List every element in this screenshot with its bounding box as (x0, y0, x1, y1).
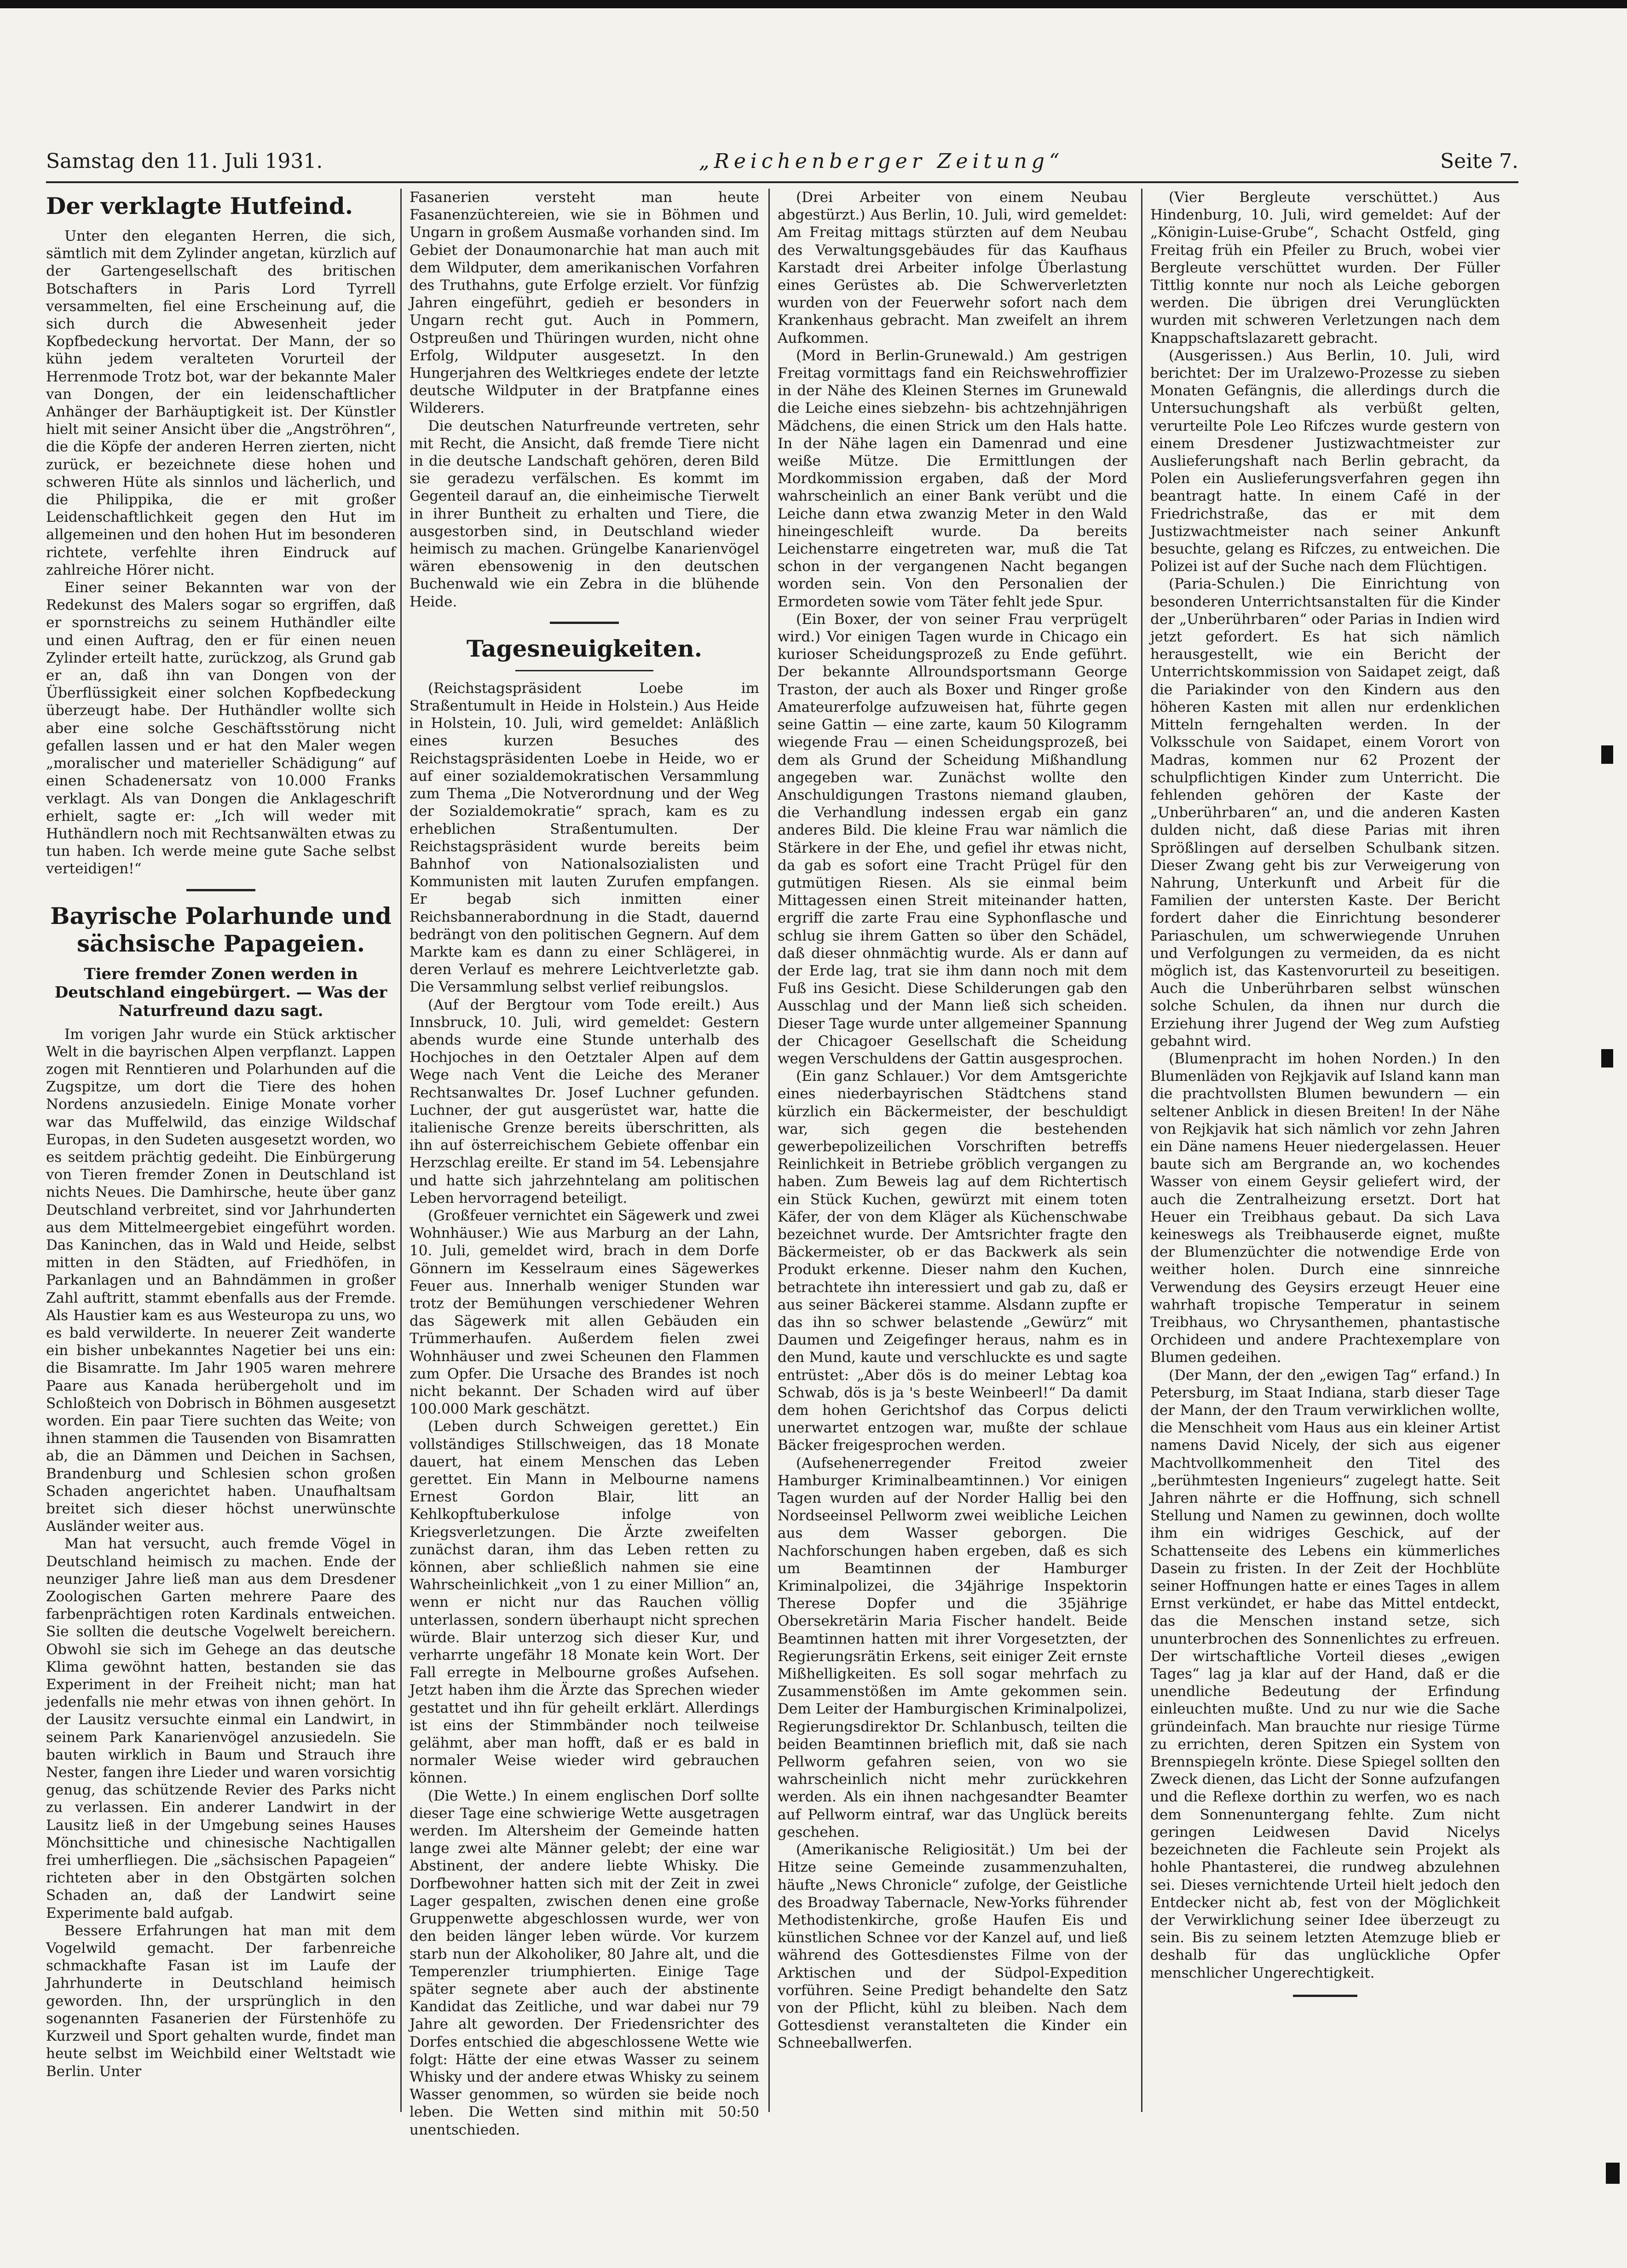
news-item: (Leben durch Schweigen gerettet.) Ein vollständiges Stillschweigen, das 18 Monate dauert, hat einem Menschen das Leben gerettet. Ein Mann in Melbourne namens Ernest Gordon Blair, litt an Kehlkopftuberkulose infolge von Kriegsverletzungen. Die Ärzte zweifelten zunächst daran, ihm das Leben retten zu können, aber schließlich nahmen sie eine Wahrscheinlichkeit „von 1 zu einer Million“ an, wenn er nicht nur das Rauchen völlig unterlassen, sondern überhaupt nicht sprechen würde. Blair unterzog sich dieser Kur, und verharrte ungefähr 18 Monate kein Wort. Der Fall erregte in Melbourne großes Aufsehen. Jetzt haben ihm die Ärzte das Sprechen wieder gestattet und ihn für geheilt erklärt. Allerdings ist eins der Stimmbänder noch teilweise gelähmt, aber man hofft, daß er es bald in normaler Weise wieder wird gebrauchen können. (410, 1418, 759, 1787)
article-title: Bayrische Polarhunde und sächsische Papageien. (50, 902, 392, 957)
news-item: (Aufsehenerregender Freitod zweier Hamburger Kriminalbeamtinnen.) Vor einigen Tagen wurden auf der Norder Hallig bei den Nordseeinsel Pellworm zwei weibliche Leichen aus dem Wasser geborgen. Die Nachforschungen haben ergeben, daß es sich um Beamtinnen der Hamburger Kriminalpolizei, die 34jährige Inspektorin Therese Dopfer und die 35jährige Obersekretärin Maria Fischer handelt. Beide Beamtinnen hatten mit ihrer Vorgesetzten, der Regierungsrätin Erkens, seit einiger Zeit ernste Mißhelligkeiten. Es soll sogar mehrfach zu Zusammenstößen im Amte gekommen sein. Dem Leiter der Hamburgischen Kriminalpolizei, Regierungsdirektor Dr. Schlanbusch, teilten die beiden Beamtinnen brieflich mit, daß sie nach Pellworm gefahren seien, von wo sie wahrscheinlich nicht mehr zurückkehren werden. Als ein ihnen nachgesandter Beamter auf Pellworm eintraf, war das Unglück bereits geschehen. (778, 1454, 1127, 1841)
header-newspaper-name: „Reichenberger Zeitung“ (698, 149, 1064, 173)
news-item: (Ein ganz Schlauer.) Vor dem Amtsgerichte eines niederbayrischen Städtchens stand kürzlich ein Bäckermeister, der beschuldigt war, sich gegen die bestehenden gewerbepolizeilichen Vorschriften betreffs Reinlichkeit in Betriebe gröblich vergangen zu haben. Zum Beweis lag auf dem Richtertisch ein Stück Kuchen, gewürzt mit einem toten Käfer, der von dem Kläger als Küchenschwabe bezeichnet wurde. Der Amtsrichter fragte den Bäckermeister, ob er das Backwerk als sein Produkt erkenne. Dieser nahm den Kuchen, betrachtete ihn interessiert und gab zu, daß er aus seiner Bäckerei stamme. Alsdann zupfte er das ihn so schwer belastende „Gewürz“ mit Daumen und Zeigefinger heraus, nahm es in den Mund, kaute und verschluckte es und sagte entrüstet: „Aber dös is do meiner Lebtag koa Schwab, dös is ja 's beste Weinbeerl!“ Da damit dem hohen Gerichtshof das Corpus delicti unerwartet entzogen war, mußte der schlaue Bäcker freigesprochen werden. (778, 1068, 1127, 1454)
news-item: (Drei Arbeiter von einem Neubau abgestürzt.) Aus Berlin, 10. Juli, wird gemeldet: Am Freitag mittags stürzten auf dem Neubau des Verwaltungsgebäudes für das Kaufhaus Karstadt drei Arbeiter infolge Überlastung eines Gerüstes ab. Die Schwerverletzten wurden von der Feuerwehr sofort nach dem Krankenhaus gebracht. Man zweifelt an ihrem Aufkommen. (778, 189, 1127, 346)
news-item: (Vier Bergleute verschüttet.) Aus Hindenburg, 10. Juli, wird gemeldet: Auf der „Königin-Luise-Grube“, Schacht Ostfeld, ging Freitag früh ein Pfeiler zu Bruch, wobei vier Bergleute verschüttet wurden. Der Füller Tittlig konnte nur noch als Leiche geborgen werden. Die übrigen drei Verunglückten wurden mit schweren Verletzungen nach dem Knappschaftslazarett gebracht. (1150, 189, 1500, 346)
divider (550, 622, 619, 624)
column-4 (1150, 189, 1500, 2112)
column-rule (400, 189, 402, 2112)
news-item: (Ein Boxer, der von seiner Frau verprügelt wird.) Vor einigen Tagen wurde in Chicago ein kurioser Scheidungsprozeß zu Ende geführt. Der bekannte Allroundsportsmann George Traston, der auch als Boxer und Ringer große Amateurerfolge aufzuweisen hat, führte gegen seine Gattin — eine zarte, kaum 50 Kilogramm wiegende Frau — einen Scheidungsprozeß, bei dem als Grund der Scheidung Mißhandlung angegeben war. Zunächst wollte den Anschuldigungen Trastons niemand glauben, die Verhandlung indessen ergab ein ganz anderes Bild. Die kleine Frau war nämlich die Stärkere in der Ehe, und gefiel ihr etwas nicht, da gab es sofort eine Tracht Prügel für den gutmütigen Riesen. Als sie einmal beim Mittagessen einen Streit miteinander hatten, ergriff die zarte Frau eine Syphonflasche und schlug sie ihrem Gatten so über den Schädel, daß dieser ohnmächtig wurde. Als er dann auf der Erde lag, trat sie ihm dann noch mit dem Fuß ins Gesicht. Diese Schilderungen gab den Ausschlag und der Mann ließ sich scheiden. Dieser Tage wurde unter allgemeiner Spannung der Chicagoer Gesellschaft die Scheidung wegen Verschuldens der Gattin ausgesprochen. (778, 611, 1127, 1067)
news-item: (Amerikanische Religiosität.) Um bei der Hitze seine Gemeinde zusammenzuhalten, häufte „News Chronicle“ zufolge, der Geistliche des Broadway Tabernacle, New-Yorks führender Methodistenkirche, große Haufen Eis und künstlichen Schnee vor der Kanzel auf, und ließ während des Gottesdienstes Filme von der Arktischen und der Südpol-Expedition vorführen. Seine Predigt behandelte den Satz von der Pflicht, kühl zu bleiben. Nach dem Gottesdienst veranstalteten die Kinder ein Schneeballwerfen. (778, 1841, 1127, 2052)
paragraph: Im vorigen Jahr wurde ein Stück arktischer Welt in die bayrischen Alpen verpflanzt. Lappen zogen mit Renntieren und Polarhunden auf die Zugspitze, um dort die Tiere des hohen Nordens anzusiedeln. Einige Monate vorher war das Muffelwild, das einzige Wildschaf Europas, in den Sudeten ausgesetzt worden, wo es seitdem prächtig gedeiht. Die Einbürgerung von Tieren fremder Zonen in Deutschland ist nichts Neues. Die Damhirsche, heute über ganz Deutschland verbreitet, sind vor Jahrhunderten aus dem Mittelmeergebiet eingeführt worden. Das Kaninchen, das in Wald und Heide, selbst mitten in den Städten, auf Friedhöfen, in Parkanlagen und an Bahndämmen in großer Zahl auftritt, stammt ebenfalls aus der Fremde. Als Haustier kam es aus Westeuropa zu uns, wo es bald verwilderte. In neuerer Zeit wanderte ein bisher unbekanntes Nagetier bei uns ein: die Bisamratte. Im Jahr 1905 waren mehrere Paare aus Kanada herübergeholt und im Schloßteich von Dobrisch in Böhmen ausgesetzt worden. Ein paar Tiere suchten das Weite; von ihnen stammen die Tausenden von Bisamratten ab, die an Dämmen und Deichen in Sachsen, Brandenburg und Schlesien schon großen Schaden angerichtet haben. Unaufhaltsam breitet sich dieser höchst unerwünschte Ausländer weiter aus. (46, 1026, 396, 1535)
article-title: Der verklagte Hutfeind. (46, 192, 353, 219)
header-page-number: Seite 7. (1440, 149, 1518, 173)
article-subtitle: Tiere fremder Zonen werden in Deutschland eingebürgert. — Was der Naturfreund dazu sagt. (54, 964, 387, 1020)
divider (186, 889, 255, 891)
column-3 (778, 189, 1127, 2112)
scan-mark (1601, 745, 1613, 764)
news-item: (Auf der Bergtour vom Tode ereilt.) Aus Innsbruck, 10. Juli, wird gemeldet: Gestern abends wurde eine Stunde unterhalb des Hochjoches in den Oetztaler Alpen auf dem Wege nach Vent die Leiche des Meraner Rechtsanwaltes Dr. Josef Luchner gefunden. Luchner, der gut ausgerüstet war, hatte die italienische Grenze bereits überschritten, als ihn auf österreichischem Gebiete offenbar ein Herzschlag ereilte. Er stand im 54. Lebensjahre und hatte sich jahrzehntelang am politischen Leben hervorragend beteiligt. (410, 996, 759, 1206)
paragraph: Fasanerien versteht man heute Fasanenzüchtereien, wie sie in Böhmen und Ungarn in großem Ausmaße vorhanden sind. Im Gebiet der Donaumonarchie hat man auch mit dem Wildputer, dem amerikanischen Vorfahren des Truthahns, gute Erfolge erzielt. Vor fünfzig Jahren eingeführt, gedieh er besonders in Ungarn recht gut. Auch in Pommern, Ostpreußen und Thüringen wurden, nicht ohne Erfolg, Wildputer ausgesetzt. In den Hungerjahren des Weltkrieges endete der letzte deutsche Wildputer in der Bratpfanne eines Wilderers. (410, 189, 759, 417)
paragraph: Die deutschen Naturfreunde vertreten, sehr mit Recht, die Ansicht, daß fremde Tiere nicht in die deutsche Landschaft gehören, deren Bild sie geradezu verfälschen. Es kommt im Gegenteil darauf an, die einheimische Tierwelt in ihrer Buntheit zu erhalten und Tiere, die ausgestorben sind, in Deutschland wieder heimisch zu machen. Grüngelbe Kanarienvögel wären ebensowenig in den deutschen Buchenwald wie ein Zebra in die blühende Heide. (410, 417, 759, 610)
scan-edge (0, 0, 1627, 8)
news-item: (Ausgerissen.) Aus Berlin, 10. Juli, wird berichtet: Der im Uralzewo-Prozesse zu sieben Monaten Gefängnis, die allerdings durch die Untersuchungshaft als verbüßt gelten, verurteilte Pole Leo Rifczes wurde gestern von einem Dresdener Justizwachtmeister zur Auslieferungshaft nach Berlin gebracht, da Polen ein Auslieferungsverfahren gegen ihn beantragt hatte. In einem Café in der Friedrichstraße, das er mit dem Justizwachtmeister nach seiner Ankunft besuchte, gelang es Rifczes, zu entweichen. Die Polizei ist auf der Suche nach dem Flüchtigen. (1150, 347, 1500, 575)
scan-mark (1601, 1049, 1613, 1068)
news-item: (Blumenpracht im hohen Norden.) In den Blumenläden von Rejkjavik auf Island kann man die prachtvollsten Blumen bewundern — ein seltener Anblick in diesen Breiten! In der Nähe von Rejkjavik hat sich nämlich vor zehn Jahren ein Däne namens Heuer niedergelassen. Heuer baute sich am Bergrande an, wo kochendes Wasser von einem Geysir geliefert wird, der auch die Zentralheizung ersetzt. Dort hat Heuer ein Treibhaus gebaut. Da sich Lava keineswegs als Treibhauserde eignet, mußte der Blumenzüchter die notwendige Erde von weither holen. Durch eine sinnreiche Verwendung des Geysirs erzeugt Heuer eine wahrhaft tropische Temperatur in seinem Treibhaus, wo Chrysanthemen, phantastische Orchideen und andere Prachtexemplare von Blumen gedeihen. (1150, 1050, 1500, 1366)
paragraph: Man hat versucht, auch fremde Vögel in Deutschland heimisch zu machen. Ende der neunziger Jahre ließ man aus dem Dresdener Zoologischen Garten mehrere Paare des farbenprächtigen roten Kardinals entweichen. Sie sollten die deutsche Vogelwelt bereichern. Obwohl sie sich im Gehege an das deutsche Klima gewöhnt hatten, bestanden sie das Experiment in der Freiheit nicht; man hat jedenfalls nie mehr etwas von ihnen gehört. In der Lausitz versuchte einmal ein Landwirt, in seinem Park Kanarienvögel anzusiedeln. Sie bauten wirklich in Baum und Strauch ihre Nester, fangen ihre Lieder und waren vorsichtig genug, das schützende Revier des Parks nicht zu verlassen. Ein anderer Landwirt in der Lausitz ließ in der Umgebung seines Hauses Mönchsittiche und chinesische Nachtigallen frei umherfliegen. Die „sächsischen Papageien“ richteten aber in den Obstgärten solchen Schaden an, daß der Landwirt seine Experimente bald aufgab. (46, 1535, 396, 1922)
end-divider (1293, 1995, 1357, 1997)
paragraph: Bessere Erfahrungen hat man mit dem Vogelwild gemacht. Der farbenreiche schmackhafte Fasan ist im Laufe der Jahrhunderte in Deutschland heimisch geworden. Ihn, der ursprünglich in den sogenannten Fasanerien der Fürstenhöfe zu Kurzweil und Sport gehalten wurde, findet man heute selbst im Weichbild einer Weltstadt wie Berlin. Unter (46, 1922, 396, 2080)
page-header (46, 147, 1518, 183)
news-item: (Großfeuer vernichtet ein Sägewerk und zwei Wohnhäuser.) Wie aus Marburg an der Lahn, 10. Juli, gemeldet wird, brach in dem Dorfe Gönnern im Kesselraum eines Sägewerkes Feuer aus. Innerhalb weniger Stunden war trotz der Bemühungen verschiedener Wehren das Sägewerk mit allen Gebäuden ein Trümmerhaufen. Außerdem fielen zwei Wohnhäuser und zwei Scheunen den Flammen zum Opfer. Die Ursache des Brandes ist noch nicht bekannt. Der Schaden wird auf über 100.000 Mark geschätzt. (410, 1207, 759, 1418)
column-2 (410, 189, 759, 2138)
scan-mark (1606, 2163, 1620, 2184)
paragraph: Einer seiner Bekannten war von der Redekunst des Malers sogar so ergriffen, daß er spornstreichs zu seinem Huthändler eilte und einen Auftrag, den er für einen neuen Zylinder erteilt hatte, zurückzog, als Grund gab er an, daß ihn van Dongen von der Überflüssigkeit einer solchen Kopfbedeckung überzeugt habe. Der Huthändler wollte sich aber eine solche Geschäftsstörung nicht gefallen lassen und er hat den Maler wegen „moralischer und materieller Schädigung“ auf einen Schadenersatz von 10.000 Franks verklagt. Als van Dongen die Anklageschrift erhielt, sagte er: „Ich will weder mit Huthändlern noch mit Rechtsanwälten etwas zu tun haben. Ich werde meine gute Sache selbst verteidigen!“ (46, 579, 396, 877)
column-1 (46, 189, 396, 2112)
paragraph: Unter den eleganten Herren, die sich, sämtlich mit dem Zylinder angetan, kürzlich auf der Gartengesellschaft des britischen Botschafters in Paris Lord Tyrrell versammelten, fiel eine Erscheinung auf, die sich durch die Abwesenheit jeder Kopfbedeckung hervortat. Der Mann, der so kühn jedem veralteten Vorurteil der Herrenmode Trotz bot, war der bekannte Maler van Dongen, der ein leidenschaftlicher Anhänger der Barhäuptigkeit ist. Der Künstler hielt mit seiner Ansicht über die „Angströhren“, die die Köpfe der anderen Herren zierten, nicht zurück, er bezeichnete diese hohen und schweren Hüte als sinnlos und lächerlich, und die Philippika, die er mit großer Leidenschaftlichkeit gegen den Hut im allgemeinen und den hohen Hut im besonderen richtete, verfehlte ihren Eindruck auf zahlreiche Hörer nicht. (46, 228, 396, 578)
header-date: Samstag den 11. Juli 1931. (46, 149, 323, 173)
section-title: Tagesneuigkeiten. (466, 635, 703, 662)
divider (515, 670, 653, 671)
column-rule (1141, 189, 1142, 2112)
news-item: (Paria-Schulen.) Die Einrichtung von besonderen Unterrichtsanstalten für die Kinder der „Unberührbaren“ oder Parias in Indien wird jetzt gefordert. Es hat sich nämlich herausgestellt, wie ein Bericht der Unterrichtskommission von Saidapet zeigt, daß die Pariakinder von den Kindern aus den höheren Kasten mit allen nur erdenklichen Mitteln ferngehalten werden. In der Volksschule von Saidapet, einem Vorort von Madras, kommen nur 62 Prozent der schulpflichtigen Kinder zum Unterricht. Die fehlenden gehören der Kaste der „Unberührbaren“ an, und die anderen Kasten dulden nicht, daß diese Parias mit ihren Sprößlingen auf derselben Schulbank sitzen. Dieser Zwang geht bis zur Verweigerung von Nahrung, Unterkunft und Arbeit für die Familien der untersten Kaste. Der Bericht fordert daher die Einrichtung besonderer Pariaschulen, um schwerwiegende Unruhen und Verfolgungen zu vermeiden, da es nicht möglich ist, das Kastenvorurteil zu beseitigen. Auch die Unberührbaren selbst wünschen solche Schulen, da ihnen nur durch die Erziehung ihrer Jugend der Weg zum Aufstieg gebahnt wird. (1150, 576, 1500, 1050)
news-item: (Reichstagspräsident Loebe im Straßentumult in Heide in Holstein.) Aus Heide in Holstein, 10. Juli, wird gemeldet: Anläßlich eines kurzen Besuches des Reichstagspräsidenten Loebe in Heide, wo er auf einer sozialdemokratischen Versammlung zum Thema „Die Notverordnung und der Weg der Sozialdemokratie“ sprach, kam es zu erheblichen Straßentumulten. Der Reichstagspräsident wurde bereits beim Bahnhof von Nationalsozialisten und Kommunisten mit lauten Zurufen empfangen. Er begab sich inmitten einer Reichsbannerabordnung in die Stadt, dauernd bedrängt von den politischen Gegnern. Auf dem Markte kam es dann zu einer Schlägerei, in deren Verlauf es mehrere Leichtverletzte gab. Die Versammlung selbst verlief reibungslos. (410, 680, 759, 996)
news-item: (Die Wette.) In einem englischen Dorf sollte dieser Tage eine schwierige Wette ausgetragen werden. Im Altersheim der Gemeinde hatten lange zwei alte Männer gelebt; der eine war Abstinent, der andere liebte Whisky. Die Dorfbewohner hatten sich mit der Zeit in zwei Lager gespalten, zwischen denen eine große Gruppenwette abgeschlossen wurde, wer von den beiden länger leben würde. Vor kurzem starb nun der Alkoholiker, 80 Jahre alt, und die Temperenzler triumphierten. Einige Tage später segnete aber auch der abstinente Kandidat das Zeitliche, und war dabei nur 79 Jahre alt geworden. Der Friedensrichter des Dorfes entschied die abgeschlossene Wette wie folgt: Hätte der eine etwas Wasser zu seinem Whisky und der andere etwas Whisky zu seinem Wasser genommen, so würden sie beide noch leben. Die Wetten sind mithin mit 50:50 unentschieden. (410, 1787, 759, 2138)
column-rule (768, 189, 770, 2112)
news-item: (Mord in Berlin-Grunewald.) Am gestrigen Freitag vormittags fand ein Reichswehroffizier in der Nähe des Kleinen Sternes im Grunewald die Leiche eines siebzehn- bis achtzehnjährigen Mädchens, die einen Strick um den Hals hatte. In der Nähe lagen ein Damenrad und eine weiße Mütze. Die Ermittlungen der Mordkommission ergaben, daß der Mord wahrscheinlich an einer Bank verübt und die Leiche dann etwa zwanzig Meter in den Wald hineingeschleift wurde. Da bereits Leichenstarre eingetreten war, muß die Tat schon in der vergangenen Nacht begangen worden sein. Von den Personalien der Ermordeten sowie vom Täter fehlt jede Spur. (778, 347, 1127, 610)
news-item: (Der Mann, der den „ewigen Tag“ erfand.) In Petersburg, im Staat Indiana, starb dieser Tage der Mann, der den Traum verwirklichen wollte, die Menschheit vom Haus aus ein kleiner Artist namens David Nicely, der sich aus eigener Machtvollkommenheit den Titel des „berühmtesten Ingenieurs“ zugelegt hatte. Seit Jahren nährte er die Hoffnung, sich schnell Stellung und Namen zu gewinnen, doch wollte ihm ein widriges Geschick, auf der Schattenseite des Lebens ein kümmerliches Dasein zu fristen. In der Zeit der Hochblüte seiner Hoffnungen hatte er eines Tages in allem Ernst verkündet, er habe das Mittel entdeckt, das die Menschen instand setze, sich ununterbrochen des Sonnenlichtes zu erfreuen. Der wirtschaftliche Vorteil dieses „ewigen Tages“ lag ja klar auf der Hand, daß er die unendliche Bedeutung der Erfindung einleuchten mußte. Und zu nur wie die Sache gründeinfach. Man brauchte nur riesige Türme zu errichten, deren Spitzen ein System von Brennspiegeln krönte. Diese Spiegel sollten den Zweck dienen, das Licht der Sonne aufzufangen und die Reflexe dorthin zu werfen, wo es nach dem Sonnenuntergang fehlte. Zum nicht geringen Leidwesen David Nicelys bezeichneten die Fachleute sein Projekt als hohle Phantasterei, die rundweg abzulehnen sei. Dieses vernichtende Urteil hielt jedoch den Entdecker nicht ab, fest von der Möglichkeit der Verwirklichung seiner Idee überzeugt zu sein. Bis zu seinem letzten Atemzuge blieb er deshalb für das unglückliche Opfer menschlicher Ungerechtigkeit. (1150, 1367, 1500, 1981)
